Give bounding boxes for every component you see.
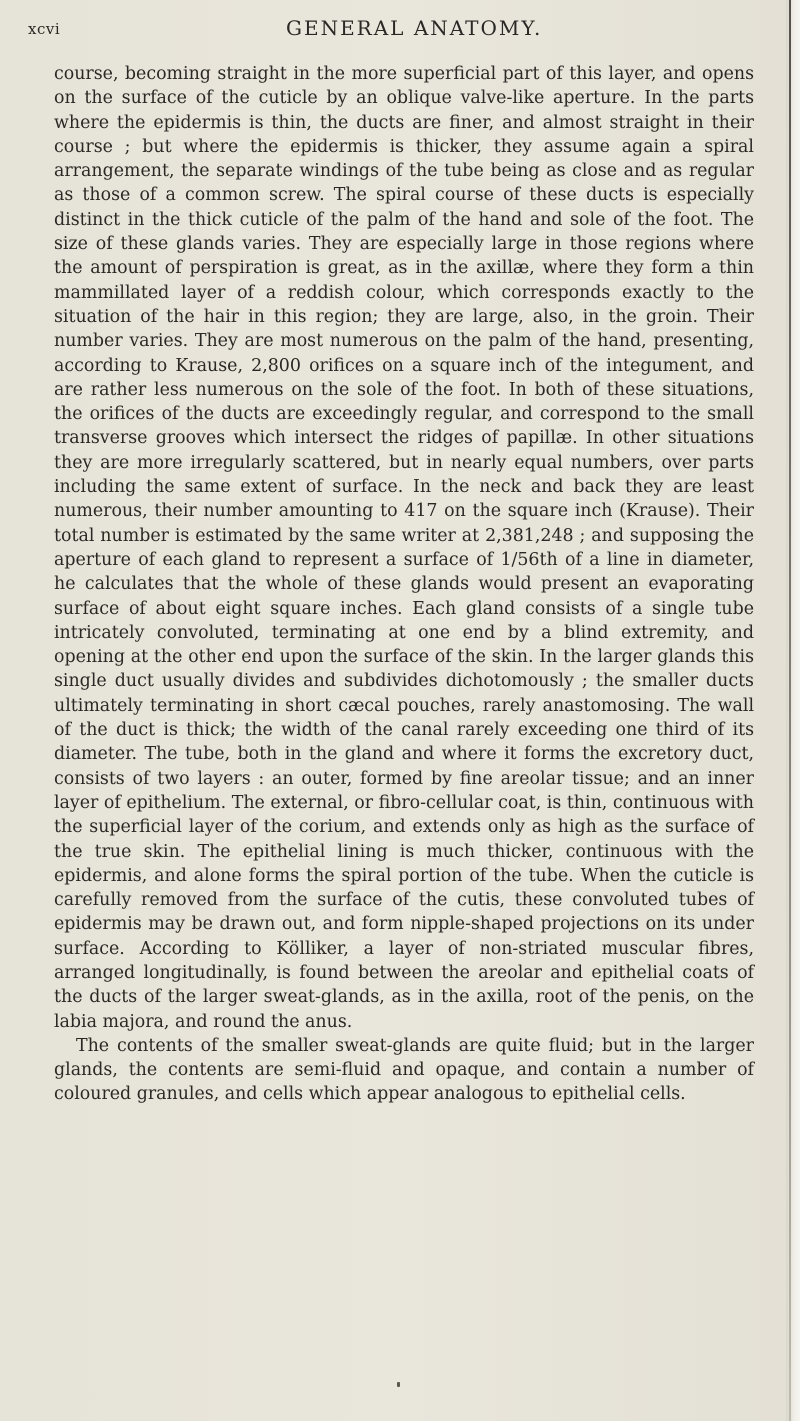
body-text — [54, 62, 754, 1107]
binding-shadow — [789, 0, 791, 1421]
running-head: GENERAL ANATOMY. — [286, 16, 543, 40]
paragraph-sweat-glands-structure: course, becoming straight in the more superficial part of this layer, and opens on the surface of the cuticle by an oblique valve-like aperture. In the parts where the epidermis is thin, the ducts are finer, and almost straight in their course ; but where the epidermis is thicker, they assume again a spiral arrangement, the separate windings of the tube being as close and as regular as those of a common screw. The spiral course of these ducts is especially distinct in the thick cuticle of the palm of the hand and sole of the foot. The size of these glands varies. They are especially large in those regions where the amount of perspiration is great, as in the axillæ, where they form a thin mammillated layer of a reddish colour, which corresponds exactly to the situation of the hair in this region; they are large, also, in the groin. Their number varies. They are most numerous on the palm of the hand, presenting, according to Krause, 2,800 orifices on a square inch of the integument, and are rather less numerous on the sole of the foot. In both of these situations, the orifices of the ducts are exceedingly regular, and correspond to the small transverse grooves which intersect the ridges of papillæ. In other situations they are more irregularly scattered, but in nearly equal numbers, over parts including the same extent of surface. In the neck and back they are least numerous, their number amounting to 417 on the square inch (Krause). Their total number is estimated by the same writer at 2,381,248 ; and supposing the aperture of each gland to represent a surface of 1/56th of a line in diameter, he calculates that the whole of these glands would present an evaporating surface of about eight square inches. Each gland consists of a single tube intricately convoluted, terminating at one end by a blind extremity, and opening at the other end upon the surface of the skin. In the larger glands this single duct usually divides and subdivides dichotomously ; the smaller ducts ultimately terminating in short cæcal pouches, rarely anastomosing. The wall of the duct is thick; the width of the canal rarely exceeding one third of its diameter. The tube, both in the gland and where it forms the excretory duct, consists of two layers : an outer, formed by fine areolar tissue; and an inner layer of epithelium. The external, or fibro-cellular coat, is thin, continuous with the superficial layer of the corium, and extends only as high as the surface of the true skin. The epithelial lining is much thicker, continuous with the epidermis, and alone forms the spiral portion of the tube. When the cuticle is carefully removed from the surface of the cutis, these convoluted tubes of epidermis may be drawn out, and form nipple-shaped projections on its under surface. According to Kölliker, a layer of non-striated muscular fibres, arranged longitudinally, is found between the areolar and epithelial coats of the ducts of the larger sweat-glands, as in the axilla, root of the penis, on the labia majora, and round the anus. — [54, 64, 754, 1032]
paragraph-sweat-glands-contents: The contents of the smaller sweat-glands are quite fluid; but in the larger glands, the contents are semi-fluid and opaque, and contain a number of coloured granules, and cells which appear analogous to epithelial cells. — [54, 1035, 754, 1105]
page-number: xcvi — [28, 20, 61, 38]
page-header — [28, 10, 780, 46]
stray-ink-mark — [397, 1382, 400, 1387]
